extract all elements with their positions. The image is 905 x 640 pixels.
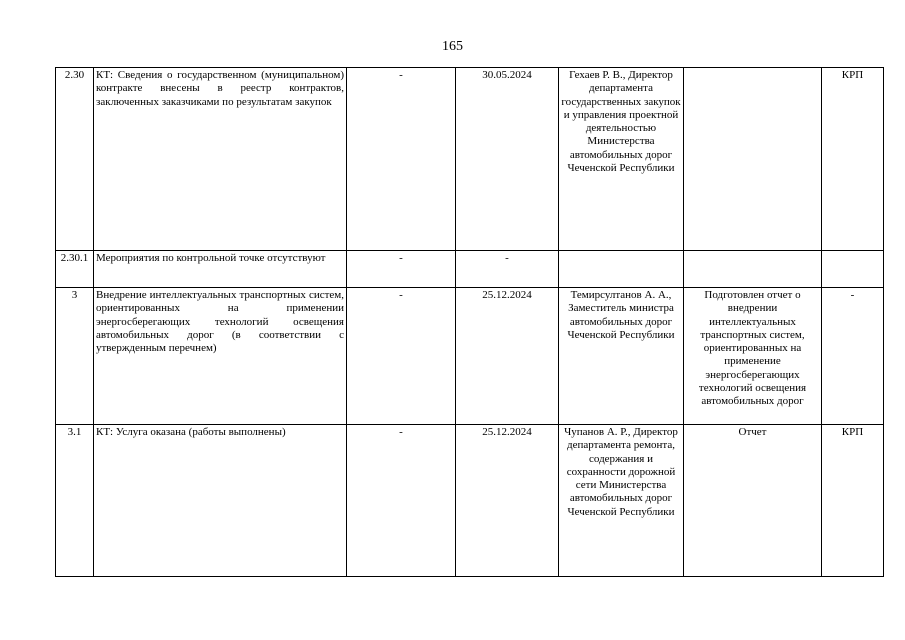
row-date: - — [456, 251, 559, 288]
row-number: 2.30.1 — [56, 251, 94, 288]
row-result: Отчет — [684, 425, 822, 577]
row-number: 3 — [56, 288, 94, 425]
row-responsible: Чупанов А. Р., Директор департамента ремонта, содержания и сохранности дорожной сети Министерства автомобильных дорог Чеченской Республики — [559, 425, 684, 577]
row-name: Внедрение интеллектуальных транспортных систем, ориентированных на применении энергосберегающих технологий освещения автомобильных дорог (в соответствии с утвержденным перечнем) — [94, 288, 347, 425]
row-type: КРП — [822, 68, 884, 251]
row-responsible: Гехаев Р. В., Директор департамента государственных закупок и управления проектной деятельностью Министерства автомобильных дорог Чеченской Республики — [559, 68, 684, 251]
row-result — [684, 68, 822, 251]
row-responsible — [559, 251, 684, 288]
row-col3: - — [347, 288, 456, 425]
row-name: КТ: Услуга оказана (работы выполнены) — [94, 425, 347, 577]
row-col3: - — [347, 425, 456, 577]
row-date: 25.12.2024 — [456, 288, 559, 425]
table-row — [56, 288, 884, 425]
table-row — [56, 251, 884, 288]
plan-table — [55, 67, 884, 577]
table-row — [56, 425, 884, 577]
row-date: 25.12.2024 — [456, 425, 559, 577]
row-type: - — [822, 288, 884, 425]
row-number: 2.30 — [56, 68, 94, 251]
row-date: 30.05.2024 — [456, 68, 559, 251]
row-type: КРП — [822, 425, 884, 577]
row-col3: - — [347, 68, 456, 251]
table-row — [56, 68, 884, 251]
row-name: КТ: Сведения о государственном (муниципальном) контракте внесены в реестр контрактов, заключенных заказчиками по результатам закупок — [94, 68, 347, 251]
row-responsible: Темирсултанов А. А., Заместитель министра автомобильных дорог Чеченской Республики — [559, 288, 684, 425]
row-type — [822, 251, 884, 288]
row-col3: - — [347, 251, 456, 288]
row-name: Мероприятия по контрольной точке отсутствуют — [94, 251, 347, 288]
row-result — [684, 251, 822, 288]
row-result: Подготовлен отчет о внедрении интеллектуальных транспортных систем, ориентированных на применение энергосберегающих технологий освещения автомобильных дорог — [684, 288, 822, 425]
row-number: 3.1 — [56, 425, 94, 577]
page-number: 165 — [442, 39, 463, 54]
